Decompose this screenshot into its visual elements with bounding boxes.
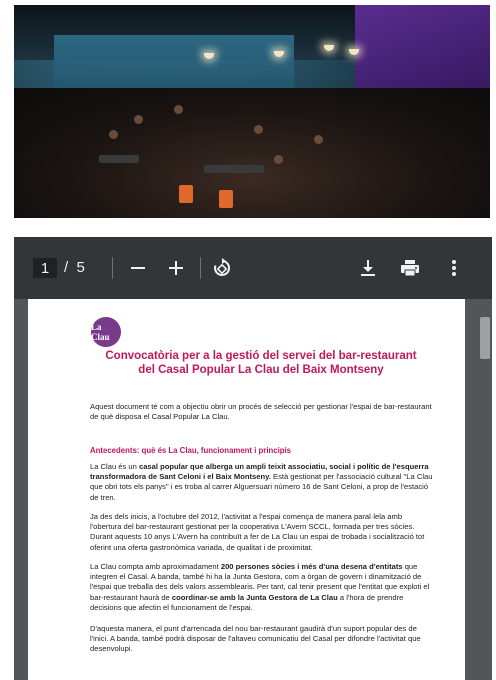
paragraph-2: Ja des dels inicis, a l'octubre del 2012, l'activitat a l'espai comença de manera paral·lela amb l'obertura del bar-restaurant gestionat per la cooperativa L'Avern SCCL, formada per tres sòcies. Durant aquests 10 anys L'Avern ha contribuït a fer de La Clau un espai de trobada i socialització tot oferint una oferta gastronòmica variada, de qualitat i de proximitat. — [90, 512, 425, 552]
pdf-toolbar — [14, 237, 492, 299]
rotate-icon[interactable] — [210, 256, 234, 280]
photo-person — [274, 155, 283, 164]
download-icon[interactable] — [356, 256, 380, 280]
title-line-2: del Casal Popular La Clau del Baix Montseny — [138, 364, 384, 376]
toolbar-divider — [112, 257, 113, 279]
pdf-viewer — [14, 237, 492, 680]
scrollbar-thumb[interactable] — [480, 317, 490, 359]
page-separator: / — [64, 259, 69, 276]
paragraph-4: D'aquesta manera, el punt d'arrencada del nou bar-restaurant gaudirà d'un suport popular des de l'inici. A banda, també podrà disposar de l'altaveu comunicatiu del Casal per difondre l'activitat que desenvolupi. — [90, 624, 421, 654]
photo-table — [204, 165, 264, 173]
photo-person — [314, 135, 323, 144]
header-photo — [14, 5, 490, 218]
section-heading: Antecedents: què és La Clau, funcionament i principis — [90, 446, 292, 455]
p3-e: a l'hora de prendre decisions que afectin el funcionament de l'espai. — [90, 592, 404, 612]
paragraph-3 — [90, 562, 435, 613]
page-total: 5 — [76, 259, 85, 276]
p3-d: coordinar-se amb la Junta Gestora de La Clau — [171, 592, 338, 602]
intro-paragraph: Aquest document té com a objectiu obrir un procés de selecció per gestionar l'espai de bar-restaurant de què disposa el Casal Popular La Clau. — [90, 402, 432, 422]
page-count — [64, 258, 85, 278]
zoom-out-icon[interactable] — [126, 256, 150, 280]
photo-chair — [179, 185, 193, 203]
photo-person — [134, 115, 143, 124]
paragraph-1 — [90, 462, 435, 503]
p3-c: que integren el Casal. A banda, també hi ha la Junta Gestora, com a òrgan de govern i dinamització de l'espai que treballa des dels valors assemblearis. Per tant, cal tenir present que l'entitat que exploti el bar-restaurant haurà de — [90, 562, 430, 602]
print-icon[interactable] — [398, 256, 422, 280]
p3-a: La Clau compta amb aproximadament — [90, 562, 221, 571]
toolbar-divider — [200, 257, 201, 279]
more-options-icon[interactable] — [442, 256, 466, 280]
photo-person — [174, 105, 183, 114]
document-title — [86, 349, 436, 377]
photo-table — [99, 155, 139, 163]
zoom-in-icon[interactable] — [164, 256, 188, 280]
title-line-1: Convocatòria per a la gestió del servei del bar-restaurant — [105, 350, 417, 362]
photo-person — [254, 125, 263, 134]
photo-person — [109, 130, 118, 139]
la-clau-logo — [91, 317, 121, 347]
p1-bold: casal popular que alberga un ampli teixit associatiu, social i polític de l'esquerra transformadora de Sant Celoni i el Baix Montseny. — [90, 462, 429, 482]
page-number-input[interactable]: 1 — [33, 258, 57, 278]
p1-post: Està gestionat per l'associació cultural "La Clau que obri tots els panys" i es troba al carrer Alguersuari número 16 de Sant Celoni, a prop de l'estació de tren. — [90, 472, 433, 502]
photo-chair — [219, 190, 233, 208]
photo-crowd — [14, 88, 490, 218]
p3-b: 200 persones sòcies i més d'una desena d'entitats — [220, 562, 403, 571]
pdf-page — [28, 299, 465, 680]
p1-pre: La Clau és un — [90, 462, 139, 471]
logo-text: La Clau — [91, 322, 110, 342]
